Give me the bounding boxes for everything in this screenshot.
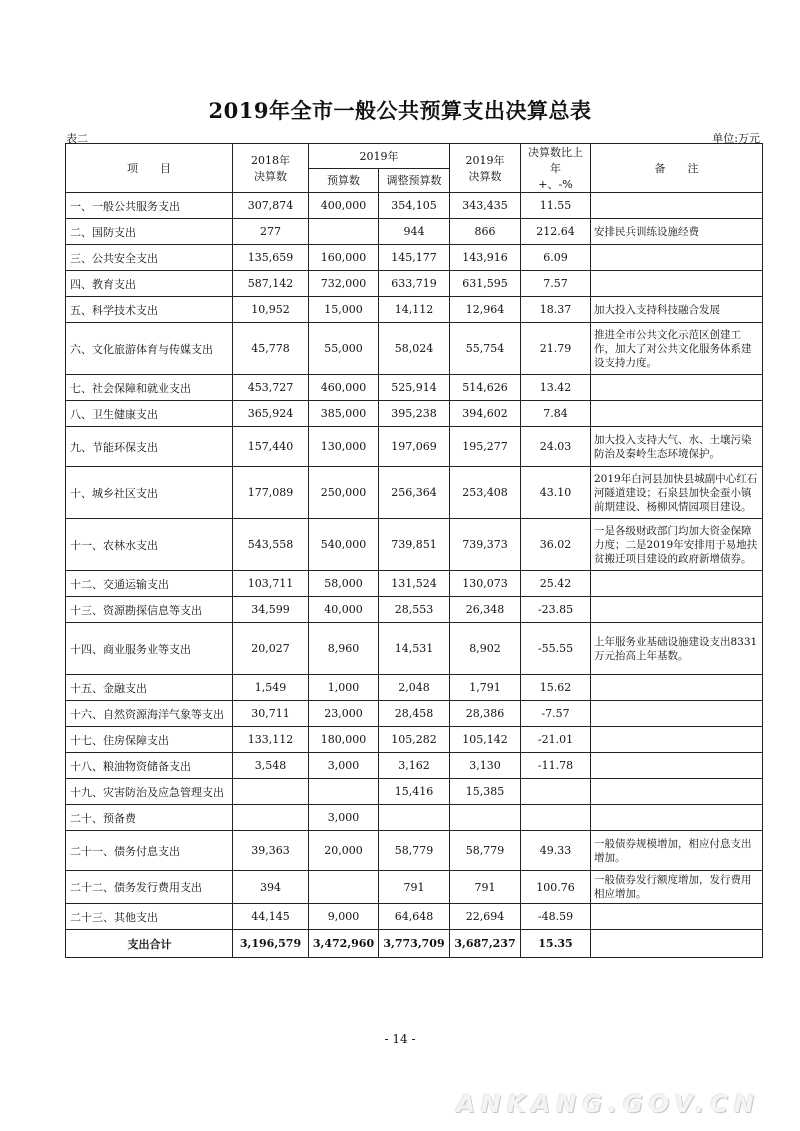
cell-pct: 212.64 (521, 219, 591, 245)
cell-pct: -23.85 (521, 597, 591, 623)
cell-final: 130,073 (450, 571, 521, 597)
cell-item: 二十二、债务发行费用支出 (66, 871, 233, 904)
cell-budget: 400,000 (309, 193, 379, 219)
cell-final: 791 (450, 871, 521, 904)
cell-item: 十七、住房保障支出 (66, 727, 233, 753)
cell-adjusted: 525,914 (379, 375, 450, 401)
cell-y2018: 20,027 (233, 623, 309, 675)
cell-note: 一是各级财政部门均加大资金保障力度；二是2019年安排用于易地扶贫搬迁项目建设的政府新增债券。 (591, 519, 763, 571)
cell-item: 十三、资源勘探信息等支出 (66, 597, 233, 623)
cell-note: 加大投入支持大气、水、土壤污染防治及秦岭生态环境保护。 (591, 427, 763, 467)
cell-pct: 100.76 (521, 871, 591, 904)
cell-item: 四、教育支出 (66, 271, 233, 297)
cell-pct: -7.57 (521, 701, 591, 727)
cell-y2018: 10,952 (233, 297, 309, 323)
cell-final: 739,373 (450, 519, 521, 571)
cell-adjusted: 3,773,709 (379, 930, 450, 958)
cell-item: 一、一般公共服务支出 (66, 193, 233, 219)
cell-budget: 58,000 (309, 571, 379, 597)
cell-final: 394,602 (450, 401, 521, 427)
cell-budget (309, 219, 379, 245)
cell-adjusted: 944 (379, 219, 450, 245)
cell-y2018: 103,711 (233, 571, 309, 597)
cell-note (591, 271, 763, 297)
cell-y2018: 587,142 (233, 271, 309, 297)
cell-adjusted: 256,364 (379, 467, 450, 519)
table-row (66, 753, 763, 779)
cell-item: 十一、农林水支出 (66, 519, 233, 571)
cell-note: 上年服务业基础设施建设支出8331万元抬高上年基数。 (591, 623, 763, 675)
table-row (66, 831, 763, 871)
cell-note (591, 904, 763, 930)
header-adjusted: 调整预算数 (379, 168, 450, 193)
table-row (66, 805, 763, 831)
cell-final: 1,791 (450, 675, 521, 701)
cell-y2018: 3,548 (233, 753, 309, 779)
cell-note (591, 245, 763, 271)
table-row (66, 597, 763, 623)
cell-pct: 15.35 (521, 930, 591, 958)
cell-budget: 540,000 (309, 519, 379, 571)
cell-note: 一般债券规模增加，相应付息支出增加。 (591, 831, 763, 871)
table-row (66, 375, 763, 401)
cell-y2018: 453,727 (233, 375, 309, 401)
cell-note: 一般债券发行额度增加，发行费用相应增加。 (591, 871, 763, 904)
cell-item: 七、社会保障和就业支出 (66, 375, 233, 401)
cell-pct: -48.59 (521, 904, 591, 930)
header-note: 备 注 (591, 144, 763, 193)
cell-note (591, 805, 763, 831)
cell-y2018: 39,363 (233, 831, 309, 871)
cell-pct: 13.42 (521, 375, 591, 401)
cell-note (591, 779, 763, 805)
cell-item: 十八、粮油物资储备支出 (66, 753, 233, 779)
cell-adjusted: 64,648 (379, 904, 450, 930)
cell-note (591, 675, 763, 701)
cell-item: 支出合计 (66, 930, 233, 958)
cell-y2018: 365,924 (233, 401, 309, 427)
cell-item: 十二、交通运输支出 (66, 571, 233, 597)
cell-adjusted: 197,069 (379, 427, 450, 467)
cell-item: 六、文化旅游体育与传媒支出 (66, 323, 233, 375)
cell-budget: 3,000 (309, 805, 379, 831)
cell-budget: 460,000 (309, 375, 379, 401)
cell-pct: 7.84 (521, 401, 591, 427)
cell-budget: 20,000 (309, 831, 379, 871)
cell-y2018: 133,112 (233, 727, 309, 753)
table-row (66, 245, 763, 271)
budget-table (65, 143, 763, 958)
cell-pct (521, 779, 591, 805)
cell-adjusted: 58,024 (379, 323, 450, 375)
cell-pct: 11.55 (521, 193, 591, 219)
cell-pct: 43.10 (521, 467, 591, 519)
cell-pct: 49.33 (521, 831, 591, 871)
page-title: 2019年全市一般公共预算支出决算总表 (208, 98, 592, 123)
cell-item: 十六、自然资源海洋气象等支出 (66, 701, 233, 727)
cell-y2018: 1,549 (233, 675, 309, 701)
cell-note (591, 401, 763, 427)
cell-pct: -11.78 (521, 753, 591, 779)
cell-item: 二十一、债务付息支出 (66, 831, 233, 871)
cell-adjusted: 105,282 (379, 727, 450, 753)
table-row (66, 297, 763, 323)
cell-budget: 55,000 (309, 323, 379, 375)
cell-pct: 15.62 (521, 675, 591, 701)
cell-item: 二十三、其他支出 (66, 904, 233, 930)
table-row (66, 727, 763, 753)
total-row (66, 930, 763, 958)
cell-note: 2019年白河县加快县城副中心红石河隧道建设；石泉县加快金蚕小镇前期建设、杨柳风情园项目建设。 (591, 467, 763, 519)
cell-budget: 9,000 (309, 904, 379, 930)
cell-y2018: 45,778 (233, 323, 309, 375)
cell-final: 195,277 (450, 427, 521, 467)
cell-adjusted: 14,112 (379, 297, 450, 323)
cell-final: 28,386 (450, 701, 521, 727)
cell-y2018: 277 (233, 219, 309, 245)
cell-adjusted: 2,048 (379, 675, 450, 701)
cell-item: 三、公共安全支出 (66, 245, 233, 271)
cell-budget: 180,000 (309, 727, 379, 753)
cell-y2018 (233, 779, 309, 805)
cell-note (591, 701, 763, 727)
header-2019-final: 2019年 决算数 (450, 144, 521, 193)
cell-final: 12,964 (450, 297, 521, 323)
cell-adjusted: 14,531 (379, 623, 450, 675)
cell-budget: 1,000 (309, 675, 379, 701)
cell-final: 8,902 (450, 623, 521, 675)
cell-pct: 7.57 (521, 271, 591, 297)
cell-budget: 23,000 (309, 701, 379, 727)
cell-final: 514,626 (450, 375, 521, 401)
cell-note (591, 753, 763, 779)
cell-budget: 15,000 (309, 297, 379, 323)
cell-note (591, 597, 763, 623)
cell-pct: 25.42 (521, 571, 591, 597)
cell-item: 九、节能环保支出 (66, 427, 233, 467)
cell-note (591, 930, 763, 958)
cell-y2018: 177,089 (233, 467, 309, 519)
cell-item: 二、国防支出 (66, 219, 233, 245)
table-row (66, 623, 763, 675)
cell-budget: 732,000 (309, 271, 379, 297)
cell-note: 安排民兵训练设施经费 (591, 219, 763, 245)
header-2018-final: 2018年 决算数 (233, 144, 309, 193)
cell-item: 十九、灾害防治及应急管理支出 (66, 779, 233, 805)
cell-final: 253,408 (450, 467, 521, 519)
cell-pct: 24.03 (521, 427, 591, 467)
cell-y2018: 3,196,579 (233, 930, 309, 958)
cell-final: 866 (450, 219, 521, 245)
table-row (66, 701, 763, 727)
cell-budget: 3,000 (309, 753, 379, 779)
cell-final: 343,435 (450, 193, 521, 219)
cell-y2018: 135,659 (233, 245, 309, 271)
table-row (66, 467, 763, 519)
cell-budget: 3,472,960 (309, 930, 379, 958)
table-row (66, 904, 763, 930)
cell-y2018: 34,599 (233, 597, 309, 623)
cell-pct: 6.09 (521, 245, 591, 271)
header-change-pct: 决算数比上年 +、-% (521, 144, 591, 193)
cell-adjusted: 131,524 (379, 571, 450, 597)
cell-pct: 21.79 (521, 323, 591, 375)
cell-final: 55,754 (450, 323, 521, 375)
cell-note: 加大投入支持科技融合发展 (591, 297, 763, 323)
cell-y2018: 30,711 (233, 701, 309, 727)
cell-item: 八、卫生健康支出 (66, 401, 233, 427)
table-row (66, 271, 763, 297)
cell-adjusted: 28,553 (379, 597, 450, 623)
cell-final: 143,916 (450, 245, 521, 271)
cell-y2018: 543,558 (233, 519, 309, 571)
header-2019: 2019年 (309, 144, 450, 169)
cell-note: 推进全市公共文化示范区创建工作，加大了对公共文化服务体系建设支持力度。 (591, 323, 763, 375)
cell-note (591, 193, 763, 219)
table-row (66, 779, 763, 805)
cell-note (591, 571, 763, 597)
cell-item: 五、科学技术支出 (66, 297, 233, 323)
cell-final: 3,687,237 (450, 930, 521, 958)
cell-item: 十五、金融支出 (66, 675, 233, 701)
cell-final: 3,130 (450, 753, 521, 779)
cell-y2018: 157,440 (233, 427, 309, 467)
table-row (66, 323, 763, 375)
cell-pct: -55.55 (521, 623, 591, 675)
table-row (66, 571, 763, 597)
cell-final: 15,385 (450, 779, 521, 805)
cell-pct (521, 805, 591, 831)
table-row (66, 871, 763, 904)
cell-adjusted: 633,719 (379, 271, 450, 297)
cell-adjusted: 354,105 (379, 193, 450, 219)
header-budget: 预算数 (309, 168, 379, 193)
cell-pct: -21.01 (521, 727, 591, 753)
cell-final (450, 805, 521, 831)
header-item: 项 目 (66, 144, 233, 193)
cell-item: 十、城乡社区支出 (66, 467, 233, 519)
cell-y2018 (233, 805, 309, 831)
cell-y2018: 44,145 (233, 904, 309, 930)
table-row (66, 427, 763, 467)
unit-label: 单位:万元 (712, 132, 760, 145)
cell-final: 26,348 (450, 597, 521, 623)
cell-item: 二十、预备费 (66, 805, 233, 831)
cell-budget (309, 779, 379, 805)
table-number: 表二 (66, 132, 88, 145)
cell-adjusted: 145,177 (379, 245, 450, 271)
cell-adjusted: 15,416 (379, 779, 450, 805)
table-row (66, 675, 763, 701)
cell-y2018: 394 (233, 871, 309, 904)
table-row (66, 401, 763, 427)
cell-budget: 8,960 (309, 623, 379, 675)
cell-note (591, 375, 763, 401)
cell-y2018: 307,874 (233, 193, 309, 219)
cell-final: 22,694 (450, 904, 521, 930)
cell-budget: 130,000 (309, 427, 379, 467)
cell-adjusted: 791 (379, 871, 450, 904)
cell-adjusted: 3,162 (379, 753, 450, 779)
cell-final: 631,595 (450, 271, 521, 297)
table-row (66, 193, 763, 219)
cell-adjusted: 739,851 (379, 519, 450, 571)
cell-budget: 40,000 (309, 597, 379, 623)
cell-final: 58,779 (450, 831, 521, 871)
cell-budget (309, 871, 379, 904)
cell-adjusted: 395,238 (379, 401, 450, 427)
cell-budget: 160,000 (309, 245, 379, 271)
cell-pct: 18.37 (521, 297, 591, 323)
cell-note (591, 727, 763, 753)
table-row (66, 219, 763, 245)
cell-adjusted: 28,458 (379, 701, 450, 727)
cell-budget: 385,000 (309, 401, 379, 427)
table-row (66, 519, 763, 571)
site-watermark: ANKANG.GOV.CN (456, 1090, 760, 1118)
cell-pct: 36.02 (521, 519, 591, 571)
cell-final: 105,142 (450, 727, 521, 753)
cell-item: 十四、商业服务业等支出 (66, 623, 233, 675)
cell-adjusted (379, 805, 450, 831)
cell-adjusted: 58,779 (379, 831, 450, 871)
page-number: - 14 - (384, 1032, 416, 1046)
cell-budget: 250,000 (309, 467, 379, 519)
